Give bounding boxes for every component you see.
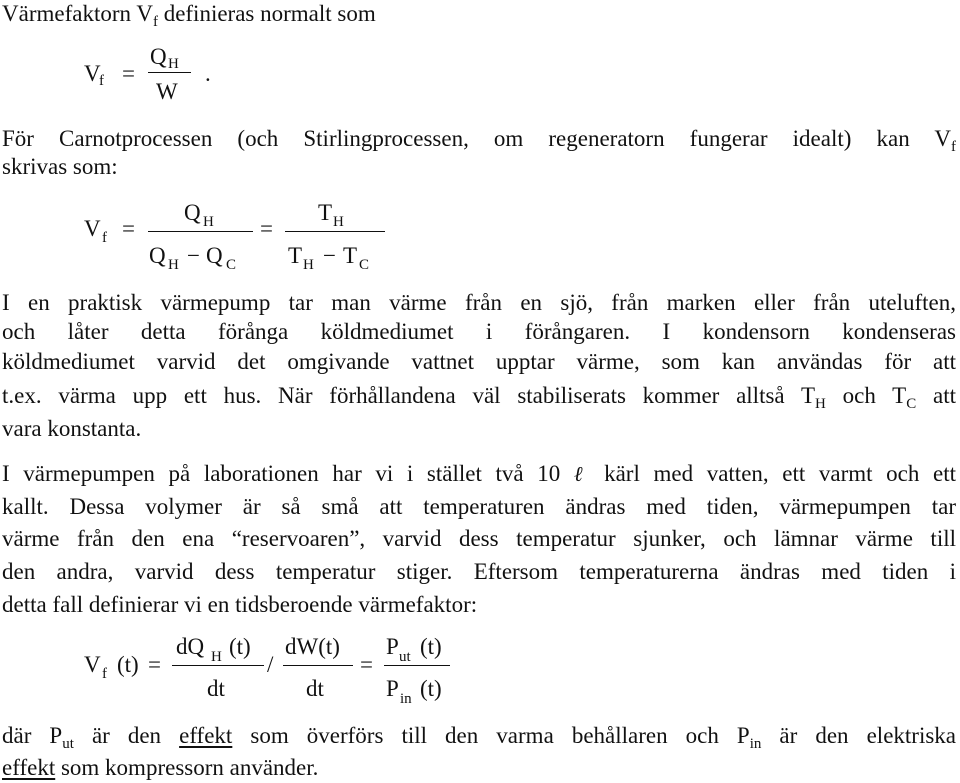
closing-line-1-c: som överförs till den varma behållaren och P [232,723,750,748]
eq2-num2-sub: H [333,214,344,230]
eq2-num1-sub: H [203,214,214,230]
eq3-den3: P [386,676,399,701]
closing-line-2-rest: som kompressorn använder. [55,755,319,780]
closing-sub-in: in [749,736,762,752]
eq3-fraction-bar-3 [384,665,450,666]
carnot-sub: f [951,139,956,155]
intro-sub: f [152,14,158,30]
para1-line-4-a: t.ex. värma upp ett hus. När förhållandena väl stabiliserats kommer alltså T [2,383,816,408]
eq2-den2-b-sub: C [359,257,370,273]
eq3-lhs: V [84,652,101,677]
para1-line-3: köldmediumet varvid det omgivande vattnet upptar värme, som kan användas för att [2,349,956,374]
eq2-den1-a-sub: H [168,257,179,273]
intro-text: Värmefaktorn V [2,1,153,26]
eq1-numerator-sub: H [168,56,179,72]
eq3-den3-arg: (t) [420,676,442,701]
para2-line-2: kallt. Dessa volymer är så små att temperaturen ändras med tiden, värmepumpen tar [2,494,956,519]
closing-line-1-b: är den [73,723,180,748]
effekt-link-1[interactable]: effekt [179,723,233,748]
eq2-equals-2: = [260,216,273,241]
eq3-den2: dt [306,676,324,701]
eq3-num3: P [386,634,399,659]
intro-rest: definieras normalt som [157,1,376,26]
eq1-lhs: V [84,61,101,86]
closing-line-1 [2,722,956,750]
eq2-minus-1: − [187,243,200,268]
para1-line-4-sub-c: C [906,396,917,412]
eq1-period: . [205,61,211,86]
eq3-num1: dQ [176,634,205,659]
eq3-equals-1: = [148,652,161,677]
eq2-den2-a-sub: H [303,257,314,273]
eq2-lhs: V [84,216,101,241]
para2-line-1-a: I värmepumpen på laborationen har vi i stället två 10 [2,461,574,486]
closing-sub-ut: ut [62,736,74,752]
eq2-den1-b: Q [206,243,223,268]
closing-line-2 [2,754,956,782]
eq2-den1-a: Q [149,243,166,268]
eq2-num2: T [318,200,333,225]
liter-symbol: ℓ [573,462,591,486]
eq3-lhs-sub: f [102,666,107,682]
eq2-den1-b-sub: C [226,257,237,273]
eq1-numerator: Q [150,44,167,69]
eq3-slash: / [267,652,274,677]
eq3-num3-sub: ut [399,649,411,665]
eq3-num1-sub: H [211,649,222,665]
eq3-num1-arg: (t) [229,634,251,659]
eq2-equals-1: = [122,216,135,241]
eq3-fraction-bar-2 [283,665,353,666]
para2-line-1-b: kärl med vatten, ett varmt och ett [590,461,956,486]
para1-line-4-c: att [916,383,957,408]
para1-line-1: I en praktisk värmepump tar man värme från en sjö, från marken eller från uteluften, [2,290,956,315]
para1-line-5: vara konstanta. [2,416,142,441]
eq3-num2: dW(t) [285,634,340,659]
eq3-num3-arg: (t) [420,634,442,659]
eq3-fraction-bar-1 [172,665,264,666]
eq2-num1: Q [184,200,201,225]
para1-line-4-sub-h: H [815,396,826,412]
para2-line-3: värme från den ena “reservoaren”, varvid dess temperatur sjunker, och lämnar värme till [2,526,956,551]
effekt-link-2[interactable]: effekt [2,755,56,780]
para2-line-5: detta fall definierar vi en tidsberoende värmefaktor: [2,592,478,617]
eq3-den1: dt [207,676,225,701]
eq2-den2-a: T [288,243,303,268]
eq3-den3-sub: in [400,691,412,707]
eq1-lhs-sub: f [99,73,104,89]
closing-line-1-a: där P [2,723,63,748]
eq2-den2-b: T [343,243,358,268]
eq3-lhs-arg: (t) [117,652,139,677]
para1-line-4-b: och T [825,383,907,408]
eq3-equals-2: = [360,652,373,677]
closing-line-1-d: är den elektriska [761,723,956,748]
carnot-line-2: skrivas som: [2,154,118,179]
eq2-lhs-sub: f [102,230,107,246]
eq2-minus-2: − [323,243,336,268]
para2-line-4: den andra, varvid dess temperatur stiger. Eftersom temperaturerna ändras med tiden i [2,559,956,584]
eq1-denominator: W [156,79,178,104]
eq1-equals: = [122,61,135,86]
para1-line-2: och låter detta förånga köldmediumet i förångaren. I kondensorn kondenseras [2,319,956,344]
carnot-text: För Carnotprocessen (och Stirlingprocessen, om regeneratorn fungerar idealt) kan V [2,126,951,151]
